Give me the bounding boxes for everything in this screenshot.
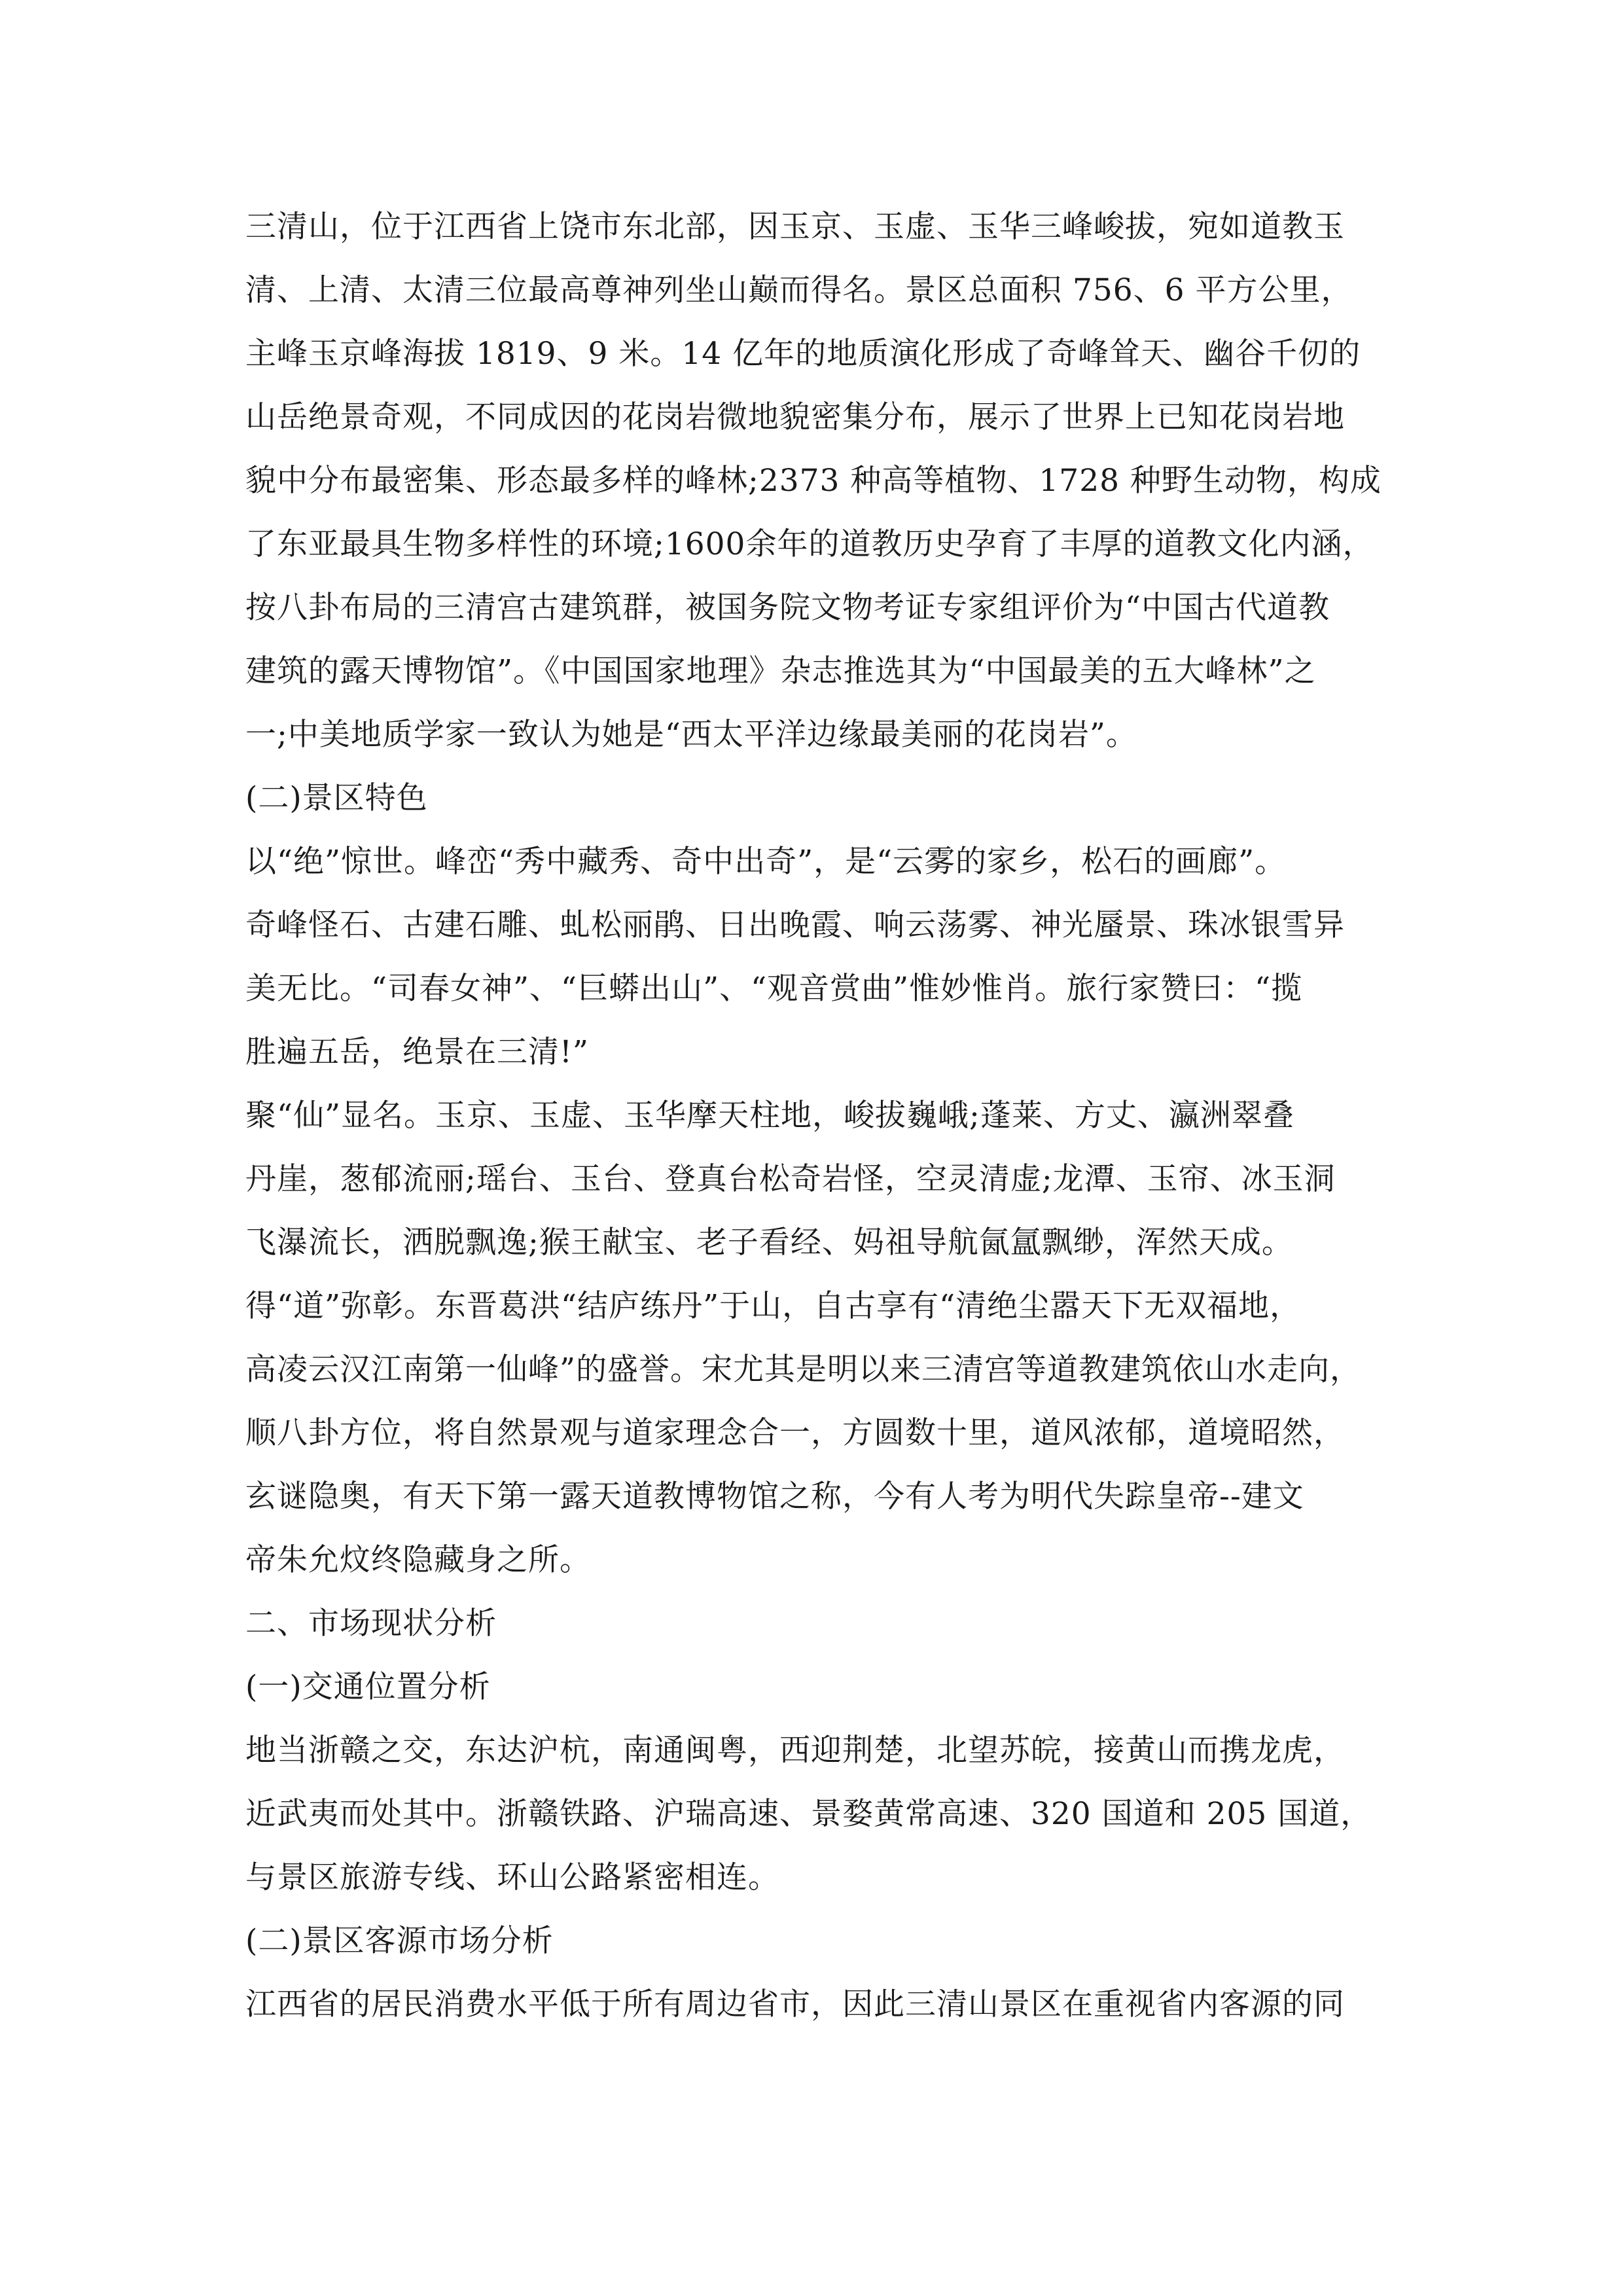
text-line: 得“道”弥彰。东晋葛洪“结庐练丹”于山，自古享有“清绝尘嚣天下无双福地， (245, 1288, 1302, 1324)
text-line: 丹崖，葱郁流丽;瑶台、玉台、登真台松奇岩怪，空灵清虚;龙潭、玉帘、冰玉洞 (245, 1161, 1336, 1197)
text-line: 主峰玉京峰海拔 1819、9 米。14 亿年的地质演化形成了奇峰耸天、幽谷千仞的 (245, 336, 1361, 372)
text-line: 顺八卦方位，将自然景观与道家理念合一，方圆数十里，道风浓郁，道境昭然， (245, 1415, 1345, 1451)
text-line: 了东亚最具生物多样性的环境;1600余年的道教历史孕育了丰厚的道教文化内涵， (245, 526, 1374, 562)
text-line: 近武夷而处其中。浙赣铁路、沪瑞高速、景婺黄常高速、320 国道和 205 国道， (245, 1796, 1372, 1832)
paragraph-transport (245, 1719, 1387, 1909)
text-line: 山岳绝景奇观，不同成因的花岗岩微地貌密集分布，展示了世界上已知花岗岩地 (245, 399, 1345, 435)
text-line: 美无比。“司春女神”、“巨蟒出山”、“观音赏曲”惟妙惟肖。旅行家赞曰：“揽 (245, 971, 1303, 1007)
heading-text: (一)交通位置分析 (245, 1669, 491, 1705)
section-heading-market-analysis (245, 1592, 1387, 1655)
heading-text: (二)景区特色 (245, 780, 428, 816)
text-line: 与景区旅游专线、环山公路紧密相连。 (245, 1859, 779, 1895)
text-line: 江西省的居民消费水平低于所有周边省市，因此三清山景区在重视省内客源的同 (245, 1986, 1345, 2022)
paragraph-xian (245, 1084, 1387, 1274)
text-line: 貌中分布最密集、形态最多样的峰林;2373 种高等植物、1728 种野生动物，构成 (245, 463, 1382, 499)
intro-paragraph (245, 195, 1387, 766)
text-line: 一;中美地质学家一致认为她是“西太平洋边缘最美丽的花岗岩”。 (245, 717, 1137, 753)
text-line: 建筑的露天博物馆”。《中国国家地理》杂志推选其为“中国最美的五大峰林”之 (245, 653, 1316, 689)
text-line: 奇峰怪石、古建石雕、虬松丽鹃、日出晚霞、响云荡雾、神光蜃景、珠冰银雪异 (245, 907, 1345, 943)
paragraph-jue (245, 830, 1387, 1084)
text-line: 三清山，位于江西省上饶市东北部，因玉京、玉虚、玉华三峰峻拔，宛如道教玉 (245, 209, 1345, 245)
text-line: 聚“仙”显名。玉京、玉虚、玉华摩天柱地，峻拔巍峨;蓬莱、方丈、瀛洲翠叠 (245, 1098, 1294, 1134)
section-heading-transport (245, 1655, 1387, 1719)
section-heading-scenic-features (245, 766, 1387, 830)
text-line: 按八卦布局的三清宫古建筑群，被国务院文物考证专家组评价为“中国古代道教 (245, 590, 1330, 626)
document-page (245, 195, 1387, 2036)
text-line: 帝朱允炆终隐藏身之所。 (245, 1542, 591, 1578)
text-line: 飞瀑流长，洒脱飘逸;猴王献宝、老子看经、妈祖导航氤氲飘缈，浑然天成。 (245, 1225, 1293, 1261)
paragraph-dao (245, 1274, 1387, 1592)
heading-text: 二、市场现状分析 (245, 1605, 497, 1641)
text-line: 清、上清、太清三位最高尊神列坐山巅而得名。景区总面积 756、6 平方公里， (245, 272, 1353, 308)
text-line: 胜遍五岳，绝景在三清!” (245, 1034, 589, 1070)
section-heading-visitor-source (245, 1909, 1387, 1973)
text-line: 地当浙赣之交，东达沪杭，南通闽粤，西迎荆楚，北望苏皖，接黄山而携龙虎， (245, 1732, 1345, 1768)
heading-text: (二)景区客源市场分析 (245, 1923, 554, 1959)
text-line: 以“绝”惊世。峰峦“秀中藏秀、奇中出奇”，是“云雾的家乡，松石的画廊”。 (245, 844, 1287, 880)
text-line: 高凌云汉江南第一仙峰”的盛誉。宋尤其是明以来三清宫等道教建筑依山水走向， (245, 1352, 1362, 1388)
paragraph-visitor-source (245, 1973, 1387, 2036)
text-line: 玄谜隐奥，有天下第一露天道教博物馆之称，今有人考为明代失踪皇帝--建文 (245, 1479, 1304, 1515)
